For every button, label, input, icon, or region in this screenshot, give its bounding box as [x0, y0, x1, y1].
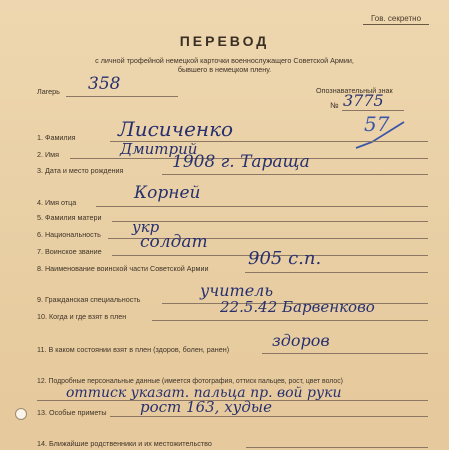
field-label-14: 14. Ближайшие родственники и их местожительство [37, 439, 212, 448]
field-value-9: учитель [200, 281, 274, 300]
document-subtitle [40, 56, 409, 74]
camp-label: Лагерь [37, 87, 60, 96]
field-value-10: 22.5.42 Барвенково [220, 298, 375, 316]
camp-line [66, 96, 178, 97]
check-mark-icon [352, 118, 408, 158]
field-line-5 [112, 221, 428, 222]
field-line-3 [162, 174, 428, 175]
field-value-8: 905 с.п. [248, 248, 322, 269]
field-label-12: 12. Подробные персональные данные (имеется фотография, оттиск пальцев, рост, цвет волос) [37, 378, 343, 385]
classification-stamp: Гов. секретно [363, 14, 429, 25]
field-label-6: 6. Национальность [37, 230, 101, 239]
field-label-5: 5. Фамилия матери [37, 213, 102, 222]
field-line-13 [110, 416, 428, 417]
id-mark-label: Опознавательный знак [316, 86, 393, 95]
subtitle-line-2: бывшего в немецком плену. [177, 65, 272, 74]
id-annotation: 57 [364, 112, 390, 136]
id-mark-prefix: № [330, 101, 339, 110]
document-title: ПЕРЕВОД [179, 33, 270, 49]
field-line-4 [96, 206, 428, 207]
field-value-1: Лисиченко [118, 117, 234, 141]
field-label-3: 3. Дата и место рождения [37, 166, 124, 175]
field-value-2: Дмитрий [120, 140, 198, 158]
field-label-2: 2. Имя [37, 150, 59, 159]
subtitle-line-1: с личной трофейной немецкой карточки военнослужащего Советской Армии, [95, 56, 354, 65]
id-mark-value: 3775 [343, 91, 384, 110]
field-label-1: 1. Фамилия [37, 133, 76, 142]
field-label-10: 10. Когда и где взят в плен [37, 312, 127, 321]
field-label-4: 4. Имя отца [37, 198, 77, 207]
field-label-11: 11. В каком состоянии взят в плен (здоров, болен, ранен) [37, 345, 230, 354]
field-line-11 [262, 353, 428, 354]
punch-hole [15, 408, 27, 420]
field-label-9: 9. Гражданская специальность [37, 295, 141, 304]
camp-value: 358 [88, 74, 121, 94]
field-value-4: Корней [134, 183, 201, 203]
field-line-14 [246, 447, 428, 448]
field-line-8 [245, 272, 428, 273]
field-line-10 [152, 320, 428, 321]
field-label-13: 13. Особые приметы [37, 408, 107, 417]
field-value-11: здоров [272, 331, 330, 350]
field-value-13: рост 163, худые [140, 398, 272, 416]
field-label-8: 8. Наименование воинской части Советской Армии [37, 264, 209, 273]
field-value-12: оттиск указат. пальца пр. вой руки [66, 385, 342, 401]
id-mark-line [342, 110, 404, 111]
field-value-3: 1908 г. Тараща [172, 152, 310, 172]
field-value-7: солдат [140, 232, 208, 252]
field-value-6: укр [132, 218, 160, 236]
field-label-7: 7. Воинское звание [37, 247, 102, 256]
